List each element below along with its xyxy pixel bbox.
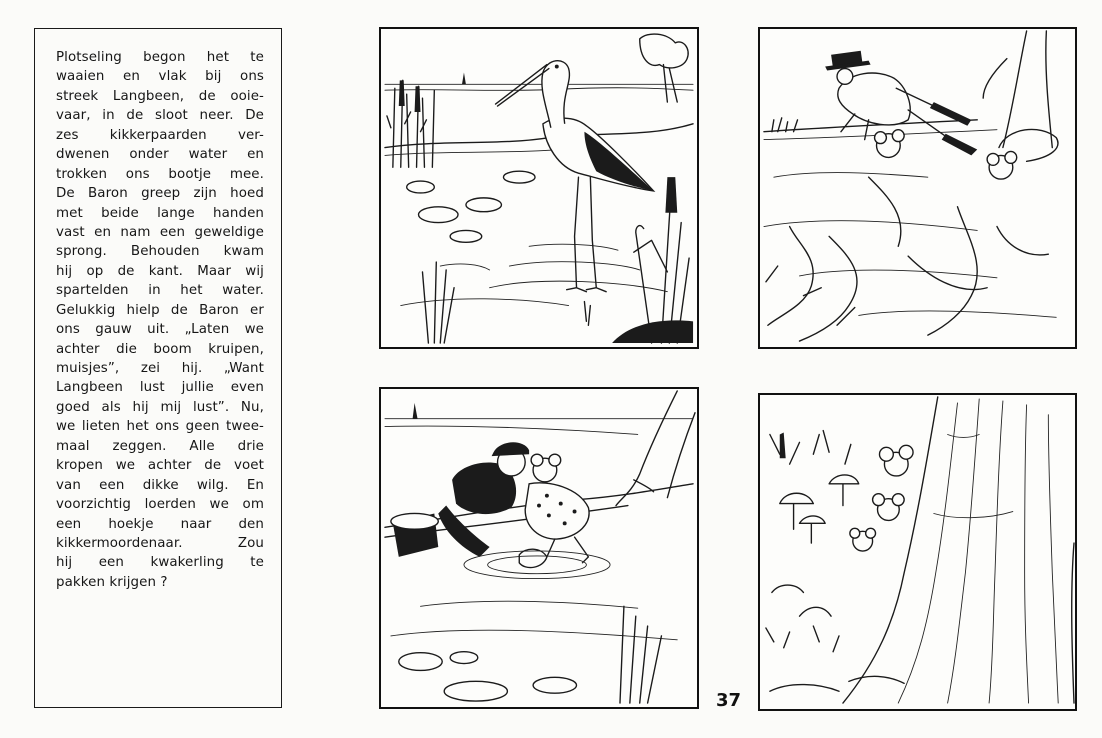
story-line: met beide lange handen [56,205,264,221]
story-line: we lieten het ons geen twee- [56,419,264,435]
story-line: muisjes”, zei hij. „Want [56,361,264,376]
story-line: Plotseling begon het te [56,50,264,65]
page-number: 37 [716,690,742,711]
stork-illustration [381,29,697,347]
baron-rescue-illustration [381,389,697,707]
story-line: achter die boom kruipen, [56,341,264,357]
story-line: een hoekje naar den [56,516,264,532]
panel-stork-in-ditch [379,27,699,349]
story-line: van een dikke wilg. En [56,477,264,493]
story-line: Gelukkig hielp de Baron er [56,302,264,318]
story-line: maal zeggen. Alle drie [56,438,264,454]
story-line: Langbeen lust jullie even [56,380,264,396]
panel-baron-rescue [379,387,699,709]
panel-baron-leaping [758,27,1077,349]
story-line: De Baron greep zijn hoed [56,186,264,202]
story-line: pakken krijgen ? [56,574,168,590]
story-line: kikkermoordenaar. Zou [56,535,264,551]
story-line: dwenen onder water en [56,147,264,163]
story-line: vast en nam een geweldige [56,224,264,240]
story-line: vaar, in de sloot neer. De [56,108,264,124]
story-text-box [34,28,282,708]
story-line: trokken ons bootje mee. [56,166,264,182]
story-line: streek Langbeen, de ooie- [56,88,264,104]
story-line: goed als hij mij lust”. Nu, [56,399,264,415]
story-line: ons gauw uit. „Laten we [56,322,264,338]
story-line: kropen we achter de voet [56,458,264,474]
story-line: sprong. Behouden kwam [56,244,264,260]
willow-illustration [760,395,1075,709]
story-line: zes kikkerpaarden ver- [56,127,264,143]
story-line: spartelden in het water. [56,283,264,299]
story-line: waaien en vlak bij ons [56,69,264,85]
story-line: hij een kwakerling te [56,555,264,571]
story-line: hij op de kant. Maar wij [56,263,264,279]
panel-mice-behind-willow [758,393,1077,711]
baron-leap-illustration [760,29,1075,347]
story-line: voorzichtig loerden we om [56,497,264,513]
